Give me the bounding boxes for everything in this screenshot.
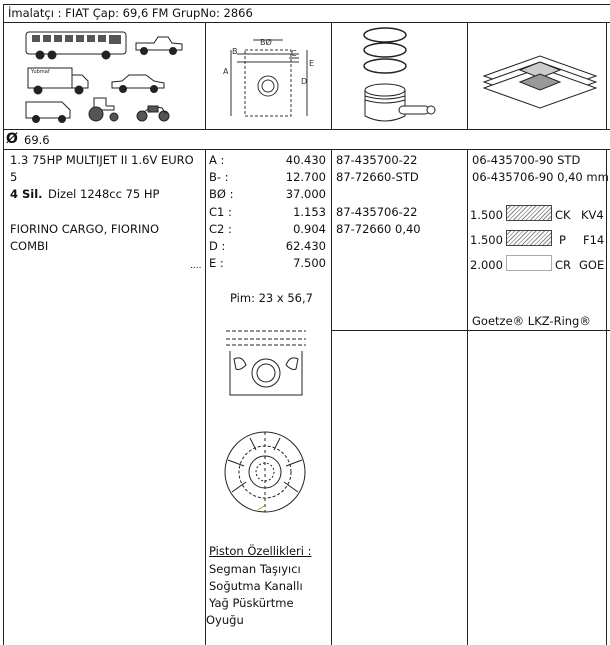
image-row-divider [3, 129, 610, 130]
pickup-truck-icon [136, 37, 182, 55]
col-divider-4 [606, 149, 607, 645]
vehicle-icons [22, 26, 202, 126]
ring-type: CK [555, 208, 571, 222]
ring-profile-icon [506, 205, 552, 221]
dim-label-b: B- : [209, 170, 229, 184]
dim-value-d: 62.430 [285, 239, 326, 253]
ring-brand: Goetze® LKZ-Ring® [472, 314, 591, 328]
feature-item: Soğutma Kanallı [209, 579, 303, 593]
tractor-icon [89, 98, 118, 121]
dim-label-a: A : [209, 153, 225, 167]
border-left [3, 4, 4, 645]
van-icon [26, 102, 70, 123]
ring-code: GOE [579, 258, 605, 272]
part-number: 87-72660 0,40 [336, 222, 421, 236]
part-number: 87-435706-22 [336, 205, 418, 219]
piston-side-view-icon [222, 325, 312, 401]
piston-schematic-icon [217, 32, 317, 126]
part-number: 87-435700-22 [336, 153, 418, 167]
dim-label-c1: C1 : [209, 205, 232, 219]
schematic-label-c: C [291, 49, 297, 58]
col-divider-2 [331, 149, 332, 645]
dim-value-a: 40.430 [285, 153, 326, 167]
ring-type: P [559, 233, 566, 247]
schematic-label-e: E [309, 59, 315, 68]
vehicle-engine-line1: 1.3 75HP MULTIJET II 1.6V EURO [10, 153, 194, 167]
ring-code: F14 [583, 233, 605, 247]
ring-set-number: 06-435700-90 STD [472, 153, 581, 167]
header-divider [3, 22, 610, 23]
col-divider-1 [205, 149, 206, 645]
parts-divider [331, 330, 610, 331]
bus-icon [26, 32, 126, 59]
schematic-label-b: B [232, 47, 238, 56]
dim-value-c1: 1.153 [293, 205, 326, 219]
col-divider-3-top [467, 22, 468, 129]
pin-size: Pim: 23 x 56,7 [230, 291, 313, 305]
header-text: İmalatçı : FIAT Çap: 69,6 FM GrupNo: 2866 [8, 6, 253, 20]
vehicle-engine-line2: 5 [10, 170, 18, 184]
dim-label-d: D : [209, 239, 226, 253]
col-divider-1-top [205, 22, 206, 129]
dim-value-bo: 37.000 [285, 187, 326, 201]
schematic-label-top: BØ [260, 38, 272, 47]
dim-label-c2: C2 : [209, 222, 232, 236]
feature-item: Oyuğu [206, 613, 244, 627]
vehicle-continuation-dots: .... [190, 261, 202, 271]
col-divider-2-top [331, 22, 332, 129]
features-title: Piston Özellikleri : [209, 544, 312, 558]
car-icon [112, 75, 164, 93]
piston-top-view-icon [220, 430, 310, 514]
schematic-label-d: D [301, 77, 308, 86]
dim-value-c2: 0.904 [293, 222, 326, 236]
dim-value-b: 12.700 [285, 170, 326, 184]
engine-spec: Dizel 1248cc 75 HP [48, 187, 160, 201]
diameter-symbol: Ø [6, 131, 18, 147]
oil-ring-profile-icon [506, 255, 552, 271]
feature-item: Segman Taşıyıcı [209, 562, 301, 576]
vehicle-model-line1: FIORINO CARGO, FIORINO [10, 222, 160, 236]
dim-label-bo: BØ : [209, 187, 234, 201]
ring-set-number: 06-435706-90 0,40 mm [472, 170, 609, 184]
ring-size: 1.500 [470, 208, 503, 222]
feature-item: Yağ Püskürtme [209, 596, 294, 610]
svg-text:Yubmaf: Yubmaf [31, 69, 50, 75]
dim-label-e: E : [209, 256, 224, 270]
dim-value-e: 7.500 [293, 256, 326, 270]
diameter-row-divider [3, 149, 610, 150]
ring-size: 1.500 [470, 233, 503, 247]
ring-size: 2.000 [470, 258, 503, 272]
vehicle-model-line2: COMBI [10, 239, 49, 253]
schematic-label-a: A [223, 67, 229, 76]
part-number: 87-72660-STD [336, 170, 419, 184]
piston-rings-icon [480, 48, 600, 118]
piston-ring-set-icon [355, 26, 447, 126]
box-truck-icon [28, 68, 88, 94]
ring-code: KV4 [581, 208, 604, 222]
diameter-value: 69.6 [24, 133, 50, 147]
cylinder-count: 4 Sil. [10, 187, 43, 201]
motorcycle-icon [137, 106, 169, 121]
ring-profile-icon [506, 230, 552, 246]
col-divider-4-top [606, 22, 607, 129]
col-divider-3 [467, 149, 468, 645]
ring-type: CR [555, 258, 572, 272]
